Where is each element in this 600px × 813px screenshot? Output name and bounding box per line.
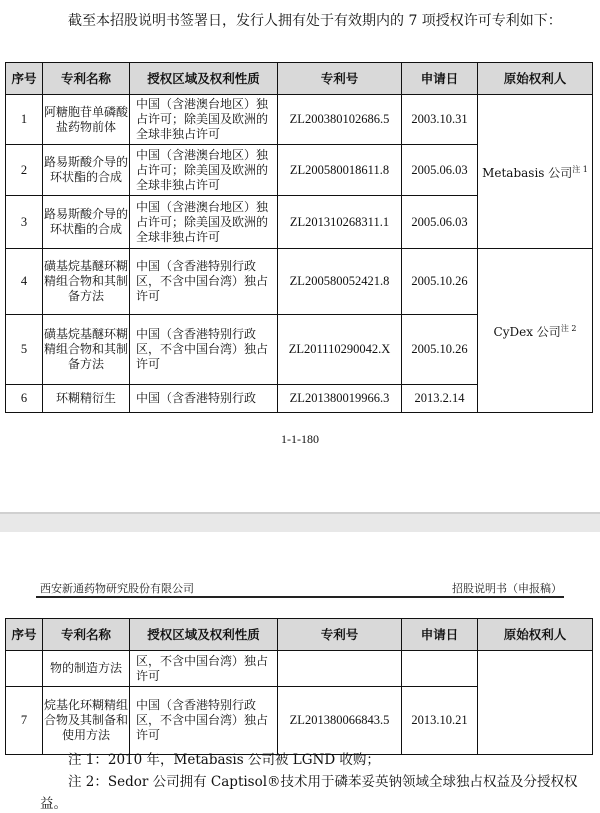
patent-table [5, 62, 593, 413]
document-header: 招股说明书（申报稿） [452, 582, 562, 595]
header-rule [36, 596, 564, 598]
cell-no [6, 651, 43, 687]
cell-region: 中国（含港澳台地区）独占许可；除美国及欧洲的全球非独占许可 [130, 145, 278, 196]
cell-name: 烷基化环糊精组合物及其制备和使用方法 [43, 687, 130, 755]
cell-date: 2005.10.26 [402, 315, 478, 385]
header-patent: 专利号 [278, 63, 402, 95]
table-row [6, 651, 593, 687]
cell-name: 阿糖胞苷单磷酸盐药物前体 [43, 95, 130, 145]
cell-name: 磺基烷基醚环糊精组合物和其制备方法 [43, 249, 130, 315]
owner-text: Metabasis 公司 [482, 166, 573, 180]
patent-table-continued [5, 618, 593, 755]
cell-patent: ZL201310268311.1 [278, 196, 402, 249]
cell-date [402, 651, 478, 687]
cell-date: 2005.10.26 [402, 249, 478, 315]
header-patent: 专利号 [278, 619, 402, 651]
header-name: 专利名称 [43, 63, 130, 95]
footnote-1: 注 1：2010 年，Metabasis 公司被 LGND 收购； [68, 752, 380, 768]
cell-region: 中国（含香港特别行政 [130, 385, 278, 413]
cell-region: 中国（含港澳台地区）独占许可；除美国及欧洲的全球非独占许可 [130, 196, 278, 249]
cell-region: 中国（含香港特别行政区，不含中国台湾）独占许可 [130, 687, 278, 755]
cell-region: 中国（含香港特别行政区，不含中国台湾）独占许可 [130, 249, 278, 315]
cell-patent: ZL201380066843.5 [278, 687, 402, 755]
page-gap [0, 512, 600, 532]
intro-paragraph: 截至本招股说明书签署日，发行人拥有处于有效期内的 7 项授权许可专利如下： [68, 13, 562, 29]
cell-name: 磺基烷基醚环糊精组合物和其制备方法 [43, 315, 130, 385]
cell-no: 1 [6, 95, 43, 145]
cell-no: 7 [6, 687, 43, 755]
header-region: 授权区域及权利性质 [130, 619, 278, 651]
header-date: 申请日 [402, 63, 478, 95]
cell-no: 2 [6, 145, 43, 196]
cell-name: 路易斯酸介导的环状酯的合成 [43, 196, 130, 249]
cell-patent: ZL200580052421.8 [278, 249, 402, 315]
cell-patent [278, 651, 402, 687]
cell-name: 环糊精衍生 [43, 385, 130, 413]
page-number: 1-1-180 [281, 432, 319, 446]
cell-region: 区，不含中国台湾）独占许可 [130, 651, 278, 687]
cell-region: 中国（含香港特别行政区，不含中国台湾）独占许可 [130, 315, 278, 385]
cell-date: 2005.06.03 [402, 196, 478, 249]
cell-no: 6 [6, 385, 43, 413]
table-row [6, 95, 593, 145]
cell-name: 路易斯酸介导的环状酯的合成 [43, 145, 130, 196]
header-owner: 原始权利人 [478, 619, 593, 651]
header-no: 序号 [6, 619, 43, 651]
header-region: 授权区域及权利性质 [130, 63, 278, 95]
owner-note: 注 2 [560, 324, 577, 333]
header-owner: 原始权利人 [478, 63, 593, 95]
header-date: 申请日 [402, 619, 478, 651]
header-no: 序号 [6, 63, 43, 95]
cell-no: 4 [6, 249, 43, 315]
cell-owner-metabasis [478, 95, 593, 249]
cell-no: 3 [6, 196, 43, 249]
cell-owner [478, 651, 593, 755]
owner-note: 注 1 [572, 165, 588, 174]
cell-region: 中国（含港澳台地区）独占许可；除美国及欧洲的全球非独占许可 [130, 95, 278, 145]
footnote-2: 注 2：Sedor 公司拥有 Captisol®技术用于磷苯妥英钠领域全球独占权益及分授权权益。 [40, 774, 578, 812]
cell-name: 物的制造方法 [43, 651, 130, 687]
cell-patent: ZL200380102686.5 [278, 95, 402, 145]
cell-patent: ZL201110290042.X [278, 315, 402, 385]
page-gap-divider [0, 512, 600, 514]
cell-date: 2005.06.03 [402, 145, 478, 196]
cell-owner-cydex [478, 249, 593, 413]
owner-text: CyDex 公司 [493, 325, 561, 339]
table-header-row [6, 63, 593, 95]
company-header: 西安新通药物研究股份有限公司 [40, 582, 194, 595]
cell-patent: ZL200580018611.8 [278, 145, 402, 196]
cell-date: 2013.2.14 [402, 385, 478, 413]
cell-no: 5 [6, 315, 43, 385]
header-name: 专利名称 [43, 619, 130, 651]
cell-date: 2003.10.31 [402, 95, 478, 145]
cell-patent: ZL201380019966.3 [278, 385, 402, 413]
cell-date: 2013.10.21 [402, 687, 478, 755]
page-2 [0, 532, 600, 813]
table-row [6, 249, 593, 315]
table-header-row [6, 619, 593, 651]
